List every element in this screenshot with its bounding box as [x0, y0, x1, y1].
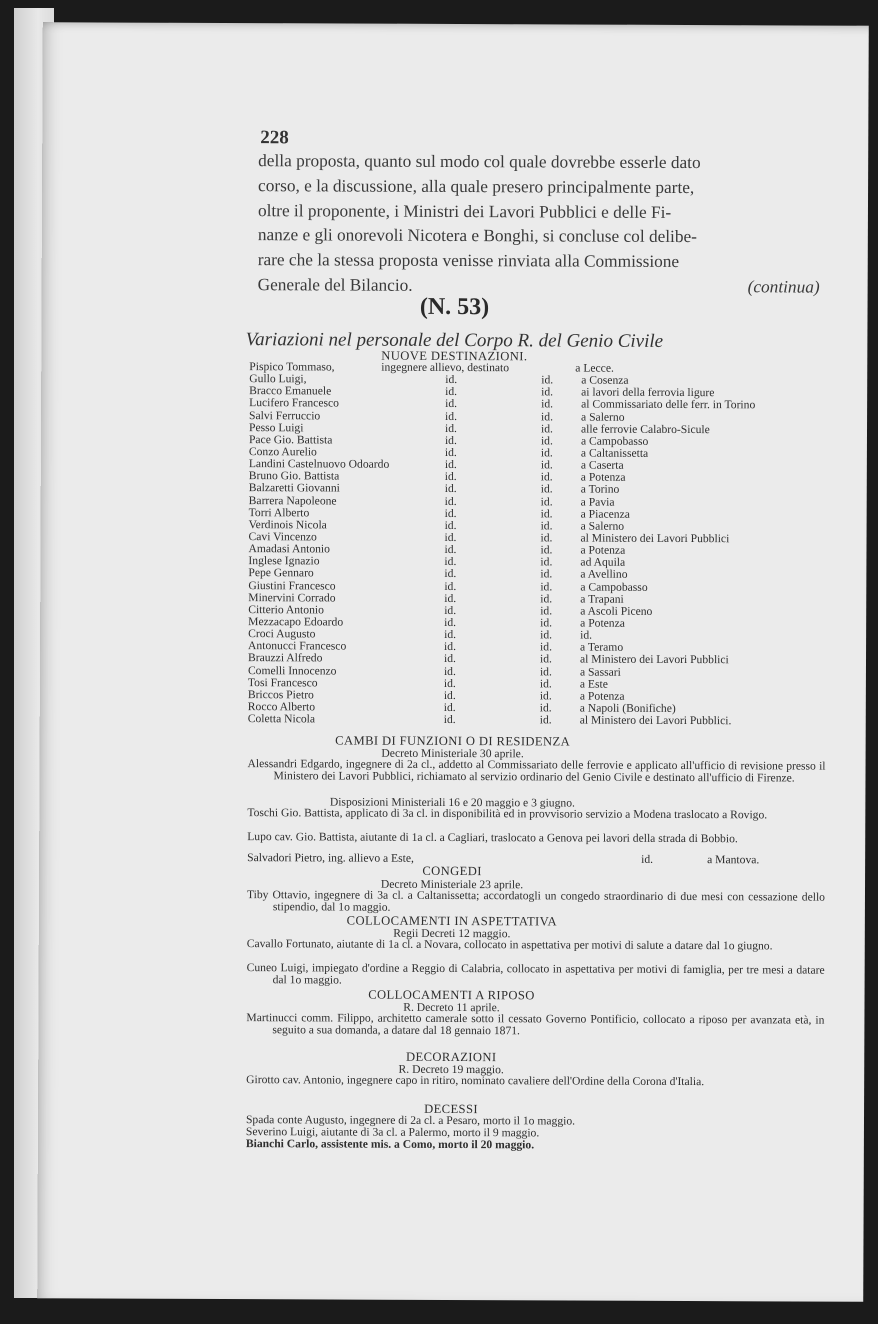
role-id: id. [540, 422, 553, 436]
person-name: Pace Gio. Battista [248, 432, 333, 447]
decree-riposo: R. Decreto 11 aprile. [403, 1000, 500, 1015]
entry-text: Tiby Ottavio, ingegnere di 3a cl. a Caltanissetta; accordatogli un congedo straordinario di due mesi con cessazione dello stipendio, dal 1o maggio. [246, 888, 826, 914]
destination: a Torino [580, 482, 620, 497]
intro-line: nanze e gli onorevoli Nicotera e Bonghi, si concluse col delibe- [257, 225, 697, 247]
entry-lupo [247, 831, 825, 846]
entry-id: id. [641, 852, 654, 866]
destination: a Sassari [579, 665, 621, 679]
role-id: id. [541, 409, 554, 423]
role: id. [444, 421, 457, 435]
role: id. [444, 445, 457, 459]
person-name: Inglese Ignazio [248, 554, 320, 568]
person-name: Verdinois Nicola [248, 517, 327, 532]
intro-paragraph [258, 149, 821, 300]
role: id. [444, 615, 457, 629]
destination: a Salerno [581, 410, 625, 424]
role: id. [444, 640, 457, 654]
entry-tiby [247, 889, 825, 916]
heading-cambi: CAMBI DI FUNZIONI O DI RESIDENZA [335, 733, 571, 749]
role-id: id. [540, 531, 553, 545]
role-id: id. [541, 397, 554, 411]
intro-line-text: Generale del Bilancio. [257, 275, 413, 295]
role: id. [444, 433, 457, 447]
role: id. [444, 567, 457, 581]
decree-cambi-1: Decreto Ministeriale 30 aprile. [381, 746, 524, 761]
entry-text: Lupo cav. Gio. Battista, aiutante di 1a cl. a Cagliari, traslocato a Genova pei lavori della strada di Bobbio. [247, 830, 738, 846]
person-name: Coletta Nicola [247, 712, 316, 726]
destination: a Piacenza [580, 507, 630, 521]
entry-text: Salvadori Pietro, ing. allievo a Este, [247, 851, 414, 865]
entry-alessandri [247, 758, 825, 785]
destination: a Caserta [580, 458, 624, 472]
role-id: id. [539, 713, 552, 727]
person-name: Briccos Pietro [247, 687, 314, 702]
destination: a Campobasso [580, 434, 649, 448]
entry-text: Alessandri Edgardo, ingegnere di 2a cl., addetto al Commissariato delle ferrovie e applicato all'ufficio di revisione presso il Ministero dei Lavori Pubblici, richiamato al servizio ordinario del Genio Civile e destinato all'ufficio di Firenze. [247, 757, 826, 785]
destination: a Cosenza [581, 373, 629, 387]
role: id. [443, 676, 456, 690]
destination: a Napoli (Bonifiche) [579, 701, 676, 715]
role-id: id. [540, 494, 553, 508]
person-name: Balzaretti Giovanni [248, 481, 340, 495]
person-name: Pesso Luigi [248, 420, 304, 435]
role-id: id. [540, 616, 553, 630]
destination: al Commissariato delle ferr. in Torino [581, 397, 756, 412]
destination: ai lavori della ferrovia ligure [581, 385, 715, 400]
person-name: Lucifero Francesco [249, 396, 339, 410]
destination: a Potenza [579, 689, 625, 703]
role-id: id. [539, 689, 552, 703]
destination: a Trapani [580, 592, 624, 606]
role-id: id. [540, 434, 553, 448]
entry-text: Martinucci comm. Filippo, architetto camerale sotto il cessato Governo Pontificio, collocato a riposo per avanzata età, in seguito a sua domanda, a datare dal 18 gennaio 1871. [246, 1011, 825, 1038]
role: id. [444, 603, 457, 617]
destination: a Caltanissetta [580, 446, 649, 460]
heading-aspettativa: COLLOCAMENTI IN ASPETTATIVA [346, 913, 558, 929]
decree-congedi: Decreto Ministeriale 23 aprile. [380, 877, 524, 892]
role-id: id. [540, 628, 553, 642]
role: id. [445, 409, 458, 423]
role: id. [444, 482, 457, 496]
destination: a Potenza [580, 470, 626, 485]
role-id: id. [540, 470, 553, 484]
role-id: id. [539, 701, 552, 715]
role-id: id. [540, 604, 553, 618]
destination: a Pavia [580, 495, 615, 509]
destination: al Ministero dei Lavori Pubblici [580, 531, 730, 546]
role-id: id. [541, 385, 554, 399]
document-page [37, 22, 869, 1302]
destination: alle ferrovie Calabro-Sicule [580, 422, 710, 436]
heading-decorazioni: DECORAZIONI [406, 1049, 497, 1065]
destination: a Potenza [580, 543, 626, 557]
heading-decessi: DECESSI [424, 1101, 479, 1117]
destination: a Avellino [580, 567, 628, 582]
role: id. [443, 713, 456, 727]
role-id: id. [541, 373, 554, 387]
person-name: Antonucci Francesco [248, 639, 347, 653]
person-name: Pepe Gennaro [248, 566, 314, 580]
destination: a Campobasso [580, 580, 648, 594]
role-id: id. [539, 664, 552, 678]
person-name: Salvi Ferruccio [249, 408, 321, 422]
role-id: id. [539, 652, 552, 666]
entry-martinucci [246, 1012, 824, 1039]
role: id. [445, 385, 458, 399]
role: id. [444, 579, 457, 593]
entry-text: Girotto cav. Antonio, ingegnere capo in ritiro, nominato cavaliere dell'Ordine della Corona d'Italia. [246, 1073, 705, 1089]
role: ingegnere allievo, destinato [381, 360, 510, 375]
role: id. [444, 555, 457, 569]
entry-text: Severino Luigi, aiutante di 3a cl. a Palermo, morto il 9 maggio. [245, 1125, 540, 1140]
destination: a Ascoli Piceno [580, 604, 653, 618]
role: id. [444, 470, 457, 484]
person-name: Barrera Napoleone [248, 493, 337, 508]
entry-destination: a Mantova. [707, 853, 760, 867]
person-name: Comelli Innocenzo [247, 663, 337, 678]
role-id: id. [540, 507, 553, 521]
role-id: id. [540, 579, 553, 593]
person-name: Landini Castelnuovo Odoardo [248, 457, 390, 471]
destination: a Salerno [580, 519, 625, 533]
person-name: Pispico Tommaso, [249, 360, 335, 374]
role-id: id. [540, 446, 553, 460]
role-id: id. [540, 519, 553, 533]
role-id: id. [540, 482, 553, 496]
page-number: 228 [260, 127, 289, 149]
destination: a Potenza [580, 616, 625, 630]
role-id: id. [540, 567, 553, 581]
destination: a Lecce. [575, 361, 614, 375]
entry-cavallo [247, 938, 825, 953]
person-name: Conzo Aurelio [248, 445, 317, 459]
destinations-table [247, 360, 756, 728]
intro-line: rare che la stessa proposta venisse rinviata alla Commissione [257, 250, 680, 272]
person-name: Tosi Francesco [247, 675, 318, 690]
role: id. [444, 494, 457, 508]
role: id. [444, 591, 457, 605]
person-name: Gullo Luigi, [249, 372, 307, 386]
person-name: Bracco Emanuele [249, 384, 332, 398]
document-title: Variazioni nel personale del Corpo R. del Genio Civile [245, 329, 664, 352]
person-name: Minervini Corrado [248, 590, 336, 605]
intro-line: oltre il proponente, i Ministri dei Lavori Pubblici e delle Fi- [257, 200, 672, 222]
role: id. [444, 518, 457, 532]
role-id: id. [540, 543, 553, 557]
entry-toschi [247, 807, 825, 822]
person-name: Torri Alberto [248, 505, 310, 520]
entry-text: Cuneo Luigi, impiegato d'ordine a Reggio di Calabria, collocato in aspettativa per motivi di famiglia, per tre mesi a datare dal 1o maggio. [246, 961, 825, 987]
role: id. [443, 688, 456, 702]
person-name: Rocco Alberto [247, 700, 316, 714]
entry-girotto [246, 1074, 824, 1089]
role: id. [444, 506, 457, 520]
heading-nuove-destinazioni: NUOVE DESTINAZIONI. [381, 348, 528, 364]
role-id: id. [539, 677, 552, 691]
role: id. [443, 652, 456, 666]
continua-note: (continua) [747, 277, 820, 297]
role: id. [445, 397, 458, 411]
entry-text: Spada conte Augusto, ingegnere di 2a cl. a Pesaro, morto il 1o maggio. [245, 1113, 576, 1128]
person-name: Amadasi Antonio [248, 542, 331, 556]
destination: a Este [579, 677, 608, 691]
heading-congedi: CONGEDI [422, 863, 482, 879]
role-id: id. [540, 458, 553, 472]
person-name: Giustini Francesco [248, 578, 336, 593]
entry-text: Toschi Gio. Battista, applicato di 3a cl. in disponibilità ed in provvisorio servizio a Modena traslocato a Rovigo. [247, 806, 768, 822]
role: id. [444, 458, 457, 472]
person-name: Citterio Antonio [248, 602, 324, 617]
destination: ad Aquila [580, 555, 626, 570]
document-number: (N. 53) [419, 293, 490, 321]
role: id. [445, 373, 458, 387]
heading-riposo: COLLOCAMENTI A RIPOSO [368, 987, 535, 1003]
role: id. [443, 700, 456, 714]
entry-text: Bianchi Carlo, assistente mis. a Como, morto il 20 maggio. [245, 1137, 535, 1152]
role: id. [443, 664, 456, 678]
entry-bianchi [246, 1138, 824, 1153]
entry-text: Cavallo Fortunato, aiutante di 1a cl. a Novara, collocato in aspettativa per motivi di salute a datare dal 1o giugno. [246, 937, 773, 953]
intro-line: corso, e la discussione, alla quale presero principalmente parte, [258, 175, 695, 197]
destination: id. [580, 628, 593, 642]
person-name: Cavi Vincenzo [248, 530, 317, 544]
role: id. [444, 530, 457, 544]
person-name: Brauzzi Alfredo [247, 651, 323, 665]
destination: al Ministero dei Lavori Pubblici. [579, 713, 732, 728]
person-name: Croci Augusto [248, 627, 316, 641]
destination: al Ministero dei Lavori Pubblici [579, 652, 729, 667]
intro-line: della proposta, quanto sul modo col quale dovrebbe esserle dato [258, 151, 701, 173]
role: id. [444, 543, 457, 557]
entry-cuneo [247, 962, 825, 989]
destination: a Teramo [580, 640, 624, 654]
role-id: id. [540, 555, 553, 569]
decree-aspettativa: Regii Decreti 12 maggio. [393, 926, 511, 941]
role-id: id. [540, 640, 553, 654]
role: id. [444, 628, 457, 642]
decree-decorazioni: R. Decreto 19 maggio. [398, 1062, 504, 1077]
person-name: Mezzacapo Edoardo [248, 615, 344, 629]
decree-cambi-2: Disposizioni Ministeriali 16 e 20 maggio e 3 giugno. [329, 795, 575, 810]
person-name: Bruno Gio. Battista [248, 469, 340, 483]
role-id: id. [540, 592, 553, 606]
